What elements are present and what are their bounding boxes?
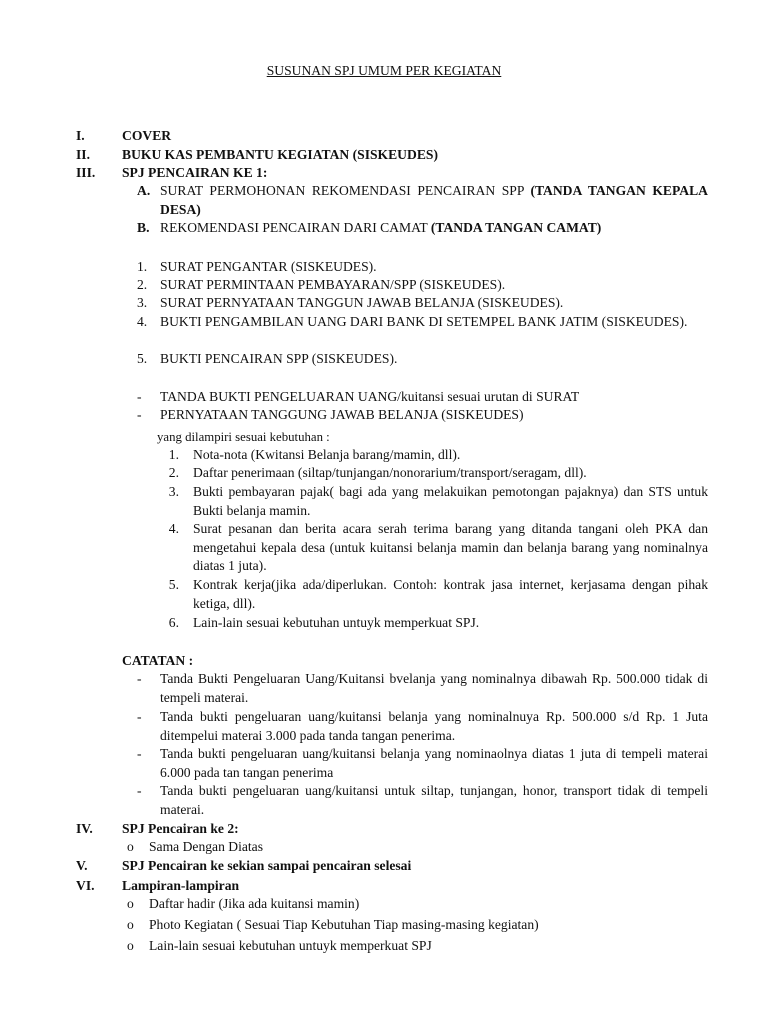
list-item: Daftar penerimaan (siltap/tunjangan/nonorarium/transport/seragam, dll).	[193, 465, 587, 480]
list-label: -	[137, 783, 142, 798]
list-label: 3.	[137, 295, 148, 310]
list-label: 1.	[168, 447, 179, 462]
list-item: Kontrak kerja(jika ada/diperlukan. Contoh: kontrak jasa internet, kerjasama dengan pihak ketiga, dll).	[193, 577, 708, 611]
list-label: 2.	[168, 465, 179, 480]
list-item: SURAT PERNYATAAN TANGGUN JAWAB BELANJA (SISKEUDES).	[160, 295, 564, 310]
bullet-icon: o	[127, 917, 134, 932]
list-item-text: REKOMENDASI PENCAIRAN DARI CAMAT	[160, 220, 431, 235]
list-item-emphasis: (TANDA TANGAN CAMAT)	[430, 220, 602, 235]
list-label: -	[137, 407, 142, 422]
section-number: III.	[76, 165, 96, 180]
list-item: SURAT PENGANTAR (SISKEUDES).	[160, 259, 377, 274]
section-number: IV.	[76, 821, 93, 836]
list-item	[160, 219, 708, 238]
list-label: 4.	[137, 314, 148, 329]
list-item: Daftar hadir (Jika ada kuitansi mamin)	[149, 896, 360, 911]
list-item: BUKTI PENGAMBILAN UANG DARI BANK DI SETEMPEL BANK JATIM (SISKEUDES).	[160, 314, 688, 329]
list-item: SURAT PERMINTAAN PEMBAYARAN/SPP (SISKEUDES).	[160, 277, 506, 292]
note-item: Tanda Bukti Pengeluaran Uang/Kuitansi bvelanja yang nominalnya dibawah Rp. 500.000 tidak di tempeli materai.	[160, 671, 708, 705]
list-item-text: SURAT PERMOHONAN REKOMENDASI PENCAIRAN SPP	[160, 183, 531, 198]
bullet-icon: o	[127, 839, 134, 854]
bullet-icon: o	[127, 938, 134, 953]
list-label: 6.	[168, 615, 179, 630]
list-item: PERNYATAAN TANGGUNG JAWAB BELANJA (SISKEUDES)	[160, 407, 524, 422]
list-label: -	[137, 709, 142, 724]
list-item: Sama Dengan Diatas	[149, 839, 264, 854]
list-item: Lain-lain sesuai kebutuhan untuyk memperkuat SPJ.	[193, 615, 480, 630]
note-item: Tanda bukti pengeluaran uang/kuitansi belanja yang nominalnuya Rp. 500.000 s/d Rp. 1 Juta ditempelui materai 3.000 pada tanda tangan penerima.	[160, 709, 708, 743]
section-heading: SPJ Pencairan ke 2:	[122, 821, 239, 836]
attachment-intro: yang dilampiri sesuai kebutuhan :	[157, 430, 330, 444]
list-item: Surat pesanan dan berita acara serah terima barang yang ditanda tangani oleh PKA dan mengetahui kepala desa (untuk kuitansi belanja mamin dan belanja barang yang nominalnya diatas 1 juta).	[193, 521, 708, 573]
list-label: -	[137, 389, 142, 404]
document-title: SUSUNAN SPJ UMUM PER KEGIATAN	[266, 63, 502, 78]
note-item: Tanda bukti pengeluaran uang/kuitansi untuk siltap, tunjangan, honor, transport tidak di tempeli materai.	[160, 783, 708, 817]
section-number: I.	[76, 128, 85, 143]
list-item	[160, 182, 708, 219]
list-item-emphasis: (TANDA TANGAN KEPALA DESA)	[160, 183, 708, 217]
list-item: TANDA BUKTI PENGELUARAN UANG/kuitansi sesuai urutan di SURAT	[160, 389, 580, 404]
list-item: Photo Kegiatan ( Sesuai Tiap Kebutuhan Tiap masing-masing kegiatan)	[149, 917, 539, 932]
section-number: VI.	[76, 878, 95, 893]
list-label: -	[137, 746, 142, 761]
list-item: BUKTI PENCAIRAN SPP (SISKEUDES).	[160, 351, 398, 366]
section-number: II.	[76, 147, 90, 162]
list-label: 3.	[168, 484, 179, 499]
list-label: B.	[137, 220, 150, 235]
section-heading: Lampiran-lampiran	[122, 878, 240, 893]
list-label: 4.	[168, 521, 179, 536]
list-label: 2.	[137, 277, 148, 292]
list-item: Bukti pembayaran pajak( bagi ada yang melakuikan pemotongan pajaknya) dan STS untuk Bukti belanja mamin.	[193, 484, 708, 518]
section-heading: SPJ Pencairan ke sekian sampai pencairan selesai	[122, 858, 412, 873]
notes-heading: CATATAN :	[122, 653, 194, 668]
list-label: -	[137, 671, 142, 686]
section-heading: BUKU KAS PEMBANTU KEGIATAN (SISKEUDES)	[122, 147, 438, 162]
section-heading: SPJ PENCAIRAN KE 1:	[122, 165, 268, 180]
list-label: 5.	[168, 577, 179, 592]
list-label: 1.	[137, 259, 148, 274]
list-item: Lain-lain sesuai kebutuhan untuyk memperkuat SPJ	[149, 938, 432, 953]
list-label: 5.	[137, 351, 148, 366]
list-label: A.	[137, 183, 151, 198]
list-item: Nota-nota (Kwitansi Belanja barang/mamin, dll).	[193, 447, 461, 462]
section-number: V.	[76, 858, 88, 873]
bullet-icon: o	[127, 896, 134, 911]
section-heading: COVER	[122, 128, 172, 143]
note-item: Tanda bukti pengeluaran uang/kuitansi belanja yang nominaolnya diatas 1 juta di tempeli materai 6.000 pada tan tangan penerima	[160, 746, 708, 780]
